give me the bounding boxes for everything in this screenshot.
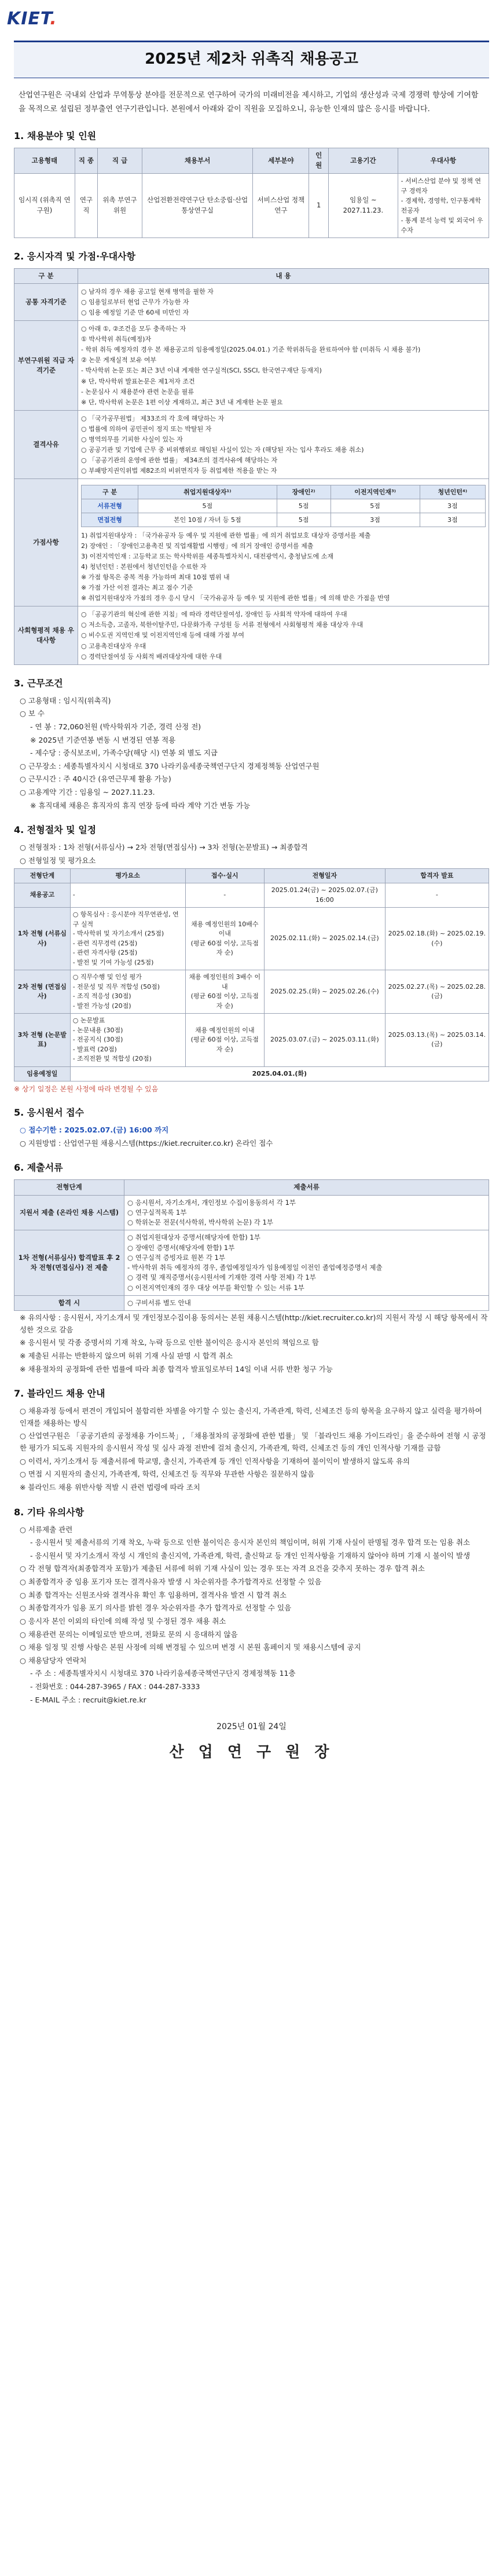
- table-cell: -: [70, 883, 185, 908]
- table-header: 청년인턴⁴⁾: [420, 485, 485, 499]
- table-cell: 1차 전형(서류심사) 합격발표 후 2차 전형(면접심사) 전 제출: [14, 1230, 124, 1296]
- table-cell: 산업전환전략연구단 탄소중립·산업통상연구실: [142, 173, 253, 237]
- list-item: ○ 고용계약 기간 : 임용일 ~ 2027.11.23.: [20, 788, 155, 796]
- table-header: 합격자 발표: [385, 868, 489, 883]
- section-application: [14, 1106, 489, 1149]
- list-item: - 제수당 : 중식보조비, 가족수당(해당 시) 연봉 외 별도 지급: [30, 748, 218, 758]
- table-cell: 1차 전형 (서류심사): [14, 908, 71, 970]
- table-cell: 2025.03.07.(금) ~ 2025.03.11.(화): [265, 1014, 385, 1067]
- table-row: [14, 284, 489, 321]
- list-item: ○ 고용형태 : 임시직(위촉직): [20, 696, 111, 705]
- application-method[interactable]: ○ 지원방법 : 산업연구원 채용시스템(https://kiet.recruiter.co.kr) 온라인 접수: [20, 1138, 273, 1148]
- row-label: 부연구위원 직급 자격기준: [14, 321, 78, 410]
- list-item: - 논문심사 시 채용분야 관련 논문을 필류: [81, 388, 194, 396]
- table-cell: 임시직 (위촉직 연구원): [14, 173, 75, 237]
- list-item: ○ 산업연구원은 「공공기관의 공정채용 가이드북」, 「채용절차의 공정화에 관한 법률」 및 「블라인드 채용 가이드라인」을 준수하여 전형 시 공정한 평가가 되도록 지원자의 응시원서 작성 및 심사 과정 전반에 걸쳐 출신지, 가족관계, 학력, 신체조건 등의 개인 인적사항 기재를 금함: [20, 1431, 486, 1452]
- list-item: ○ 근무시간 : 주 40시간 (유연근무제 활용 가능): [20, 774, 171, 784]
- list-item: - 응시원서 및 제출서류의 기재 착오, 누락 등으로 인한 불이익은 응시자 본인의 책임이며, 허위 기재 사실이 판명될 경우 합격 또는 임용 취소: [30, 1538, 471, 1547]
- documents-notes: [14, 1312, 489, 1375]
- document: [14, 41, 489, 1764]
- list-item: ② 논문 게재실적 보유 여부: [81, 356, 157, 364]
- list-item: ○ 이력서, 자기소개서 등 제출서류에 학교명, 출신지, 가족관계 등 개인 인적사항을 기재하여 불이익이 발생하지 않도록 유의: [20, 1456, 410, 1466]
- table-cell: 2025.02.11.(화) ~ 2025.02.14.(금): [265, 908, 385, 970]
- section-title: 8. 기타 유의사항: [14, 1506, 85, 1518]
- table-cell: ○ 응시원서, 자기소개서, 개인정보 수집이용동의서 각 1부 ○ 연구실적목록 1부 ○ 학위논문 전문(석사학위, 박사학위 논문) 각 1부: [124, 1195, 489, 1230]
- note-item: ※ 응시원서 및 각종 증명서의 기재 착오, 누락 등으로 인한 불이익은 응시자 본인의 책임으로 함: [20, 1338, 319, 1347]
- list-item: ○ 채용 일정 및 진행 사항은 본원 사정에 의해 변경될 수 있으며 변경 시 본원 홈페이지 및 채용시스템에 공지: [20, 1643, 361, 1652]
- list-item: ※ 단, 박사학위 발표논문은 제1저자 조건: [81, 377, 195, 385]
- table-cell: 5점: [277, 499, 331, 513]
- table-row: [14, 478, 489, 606]
- table-cell: 임용예정일: [14, 1066, 71, 1081]
- list-item: ○ 경력단절여성 등 사회적 배려대상자에 대한 우대: [81, 652, 222, 660]
- table-header: 채용부서: [142, 148, 253, 174]
- blind-hiring-list: [14, 1405, 489, 1493]
- table-cell: 2025.01.24(금) ~ 2025.02.07.(금) 16:00: [265, 883, 385, 908]
- list-item: ○ 최종합격자 중 임용 포기자 또는 결격사유자 발생 시 차순위자를 추가합격자로 선정할 수 있음: [20, 1577, 322, 1586]
- list-item: ○ 부패방지권익위법 제82조의 비위면직자 등 취업제한 적용을 받는 자: [81, 466, 277, 474]
- list-item: ○ 비수도권 지역인재 및 이전지역인재 등에 대해 가점 부여: [81, 631, 244, 640]
- section-title: 2. 응시자격 및 가점·우대사항: [14, 250, 136, 262]
- table-cell: 2025.02.25.(화) ~ 2025.02.26.(수): [265, 970, 385, 1014]
- table-header: 고용형태: [14, 148, 75, 174]
- table-header: 직 급: [98, 148, 142, 174]
- row-content: [78, 478, 489, 606]
- table-row: [14, 321, 489, 410]
- table-cell: 채용 예정인원의 이내 (평균 60점 이상, 고득점자 순): [185, 1014, 265, 1067]
- list-item: ○ 면접 시 지원자의 출신지, 가족관계, 학력, 신체조건 등 직무와 무관한 사항은 질문하지 않음: [20, 1470, 315, 1479]
- list-item: ○ 임용일로부터 현업 근무가 가능한 자: [81, 298, 189, 306]
- other-notes-list: [14, 1524, 489, 1707]
- kiet-logo: KIET.: [7, 9, 57, 29]
- table-header: 세부분야: [253, 148, 309, 174]
- table-header: 전형단계: [14, 1180, 124, 1195]
- table-header: 제출서류: [124, 1180, 489, 1195]
- table-header: 구 분: [82, 485, 138, 499]
- note-item: ※ 채용절차의 공정화에 관한 법률에 따라 최종 합격자 발표일로부터 14일 이내 서류 반환 청구 가능: [20, 1364, 333, 1373]
- table-header: 전형단계: [14, 868, 71, 883]
- note-item: ※ 유의사항 : 응시원서, 자기소개서 및 개인정보수집이용 동의서는 본원 채용시스템(http://kiet.recruiter.co.kr)의 지원서 작성 시 해당 항목에서 작성한 것으로 갈음: [20, 1313, 488, 1334]
- table-cell: 임용일 ~ 2027.11.23.: [329, 173, 398, 237]
- section-working-conditions: [14, 677, 489, 812]
- table-cell: 면접전형: [82, 513, 138, 527]
- table-row: [14, 606, 489, 664]
- section-qualifications: [14, 250, 489, 665]
- table-cell: 5점: [277, 513, 331, 527]
- table-cell: 1: [309, 173, 329, 237]
- table-cell: 합격 시: [14, 1295, 124, 1310]
- list-item: ※ 2025년 기준연봉 변동 시 변경된 연봉 적용: [30, 735, 176, 744]
- application-deadline: ○ 접수기한 : 2025.02.07.(금) 16:00 까지: [20, 1126, 169, 1134]
- note-item: ※ 제출된 서류는 반환하지 않으며 허위 기재 사실 판명 시 합격 취소: [20, 1351, 233, 1360]
- schedule-table: [14, 868, 489, 1082]
- table-header: 인 원: [309, 148, 329, 174]
- bonus-points-table: [81, 485, 486, 527]
- list-item: ○ 채용담당자 연락처: [20, 1656, 87, 1665]
- list-item: ○ 응시자 본인 이외의 타인에 의해 작성 및 수정된 경우 채용 취소: [20, 1616, 226, 1625]
- list-item: ○ 「국가공무원법」 제33조의 각 호에 해당하는 자: [81, 414, 225, 422]
- documents-table: [14, 1179, 489, 1311]
- list-item: ※ 가점 항목은 중복 적용 가능하며 최대 10점 범위 내: [81, 573, 230, 582]
- list-item: ○ 채용과정 등에서 편견이 개입되어 불합리한 차별을 야기할 수 있는 출신지, 가족관계, 학력, 신체조건 등의 항목을 요구하지 않고 실력을 평가하여 인재를 채용하는 방식: [20, 1406, 482, 1427]
- table-cell: 연구직: [75, 173, 97, 237]
- list-item: ○ 고용촉진대상자 우대: [81, 642, 146, 650]
- list-item: - 주 소 : 세종특별자치시 시청대로 370 나라키움세종국책연구단지 경제정책동 11층: [30, 1669, 296, 1678]
- table-cell: 2025.04.01.(화): [70, 1066, 489, 1081]
- table-header: 전형일자: [265, 868, 385, 883]
- table-cell: 서류전형: [82, 499, 138, 513]
- table-row: [14, 1014, 489, 1067]
- section-title: 7. 블라인드 채용 안내: [14, 1388, 105, 1400]
- section-recruitment-field: [14, 129, 489, 238]
- section-title: 3. 근무조건: [14, 677, 63, 689]
- section-title: 4. 전형절차 및 일정: [14, 824, 97, 836]
- table-cell: 본인 10점 / 자녀 등 5점: [138, 513, 277, 527]
- table-cell: 채용 예정인원의 3배수 이내 (평균 60점 이상, 고득점자 순): [185, 970, 265, 1014]
- row-content: [78, 321, 489, 410]
- table-row: [14, 970, 489, 1014]
- list-item: ○ 「공공기관의 운영에 관한 법률」 제34조의 결격사유에 해당하는 자: [81, 456, 278, 464]
- table-cell: ○ 직무수행 및 인성 평가 - 전문성 및 직무 적합성 (50점) - 조직 적응성 (30점) - 발전 가능성 (20점): [70, 970, 185, 1014]
- announcement-date: 2025년 01월 24일: [216, 1722, 287, 1732]
- signature: 산 업 연 구 원 장: [169, 1744, 334, 1762]
- table-header: 고용기간: [329, 148, 398, 174]
- table-header: 직 종: [75, 148, 97, 174]
- list-item: ○ 보 수: [20, 709, 45, 718]
- table-cell: 5점: [331, 499, 420, 513]
- list-item: ○ 남자의 경우 채용 공고일 현재 병역을 필한 자: [81, 288, 214, 296]
- row-label: 공통 자격기준: [14, 284, 78, 321]
- table-header: 우대사항: [398, 148, 489, 174]
- table-header: 장애인²⁾: [277, 485, 331, 499]
- intro-paragraph: 산업연구원은 국내외 산업과 무역통상 분야를 전문적으로 연구하여 국가의 미래비전을 제시하고, 기업의 생산성과 국제 경쟁력 향상에 기여함을 목적으로 설립된 정부출연 연구기관입니다. 본원에서 아래와 같이 직원을 모집하오니, 유능한 인재의 많은 응시를 바랍니다.: [19, 91, 479, 114]
- title-banner: [14, 41, 489, 78]
- table-cell: -: [385, 883, 489, 908]
- table-row: [14, 410, 489, 478]
- table-header: 이전지역인재³⁾: [331, 485, 420, 499]
- list-item: ○ 아래 ①, ②조건을 모두 충족하는 자: [81, 325, 186, 333]
- schedule-note: ※ 상기 일정은 본원 사정에 따라 변경될 수 있음: [14, 1085, 159, 1093]
- section-documents: [14, 1161, 489, 1375]
- row-content: [78, 410, 489, 478]
- table-cell: 채용 예정인원의 10배수 이내 (평균 60점 이상, 고득점자 순): [185, 908, 265, 970]
- section-other-notes: [14, 1506, 489, 1707]
- section-blind-hiring: [14, 1387, 489, 1493]
- list-item: 2) 장애인 : 「장애인고용촉진 및 직업재활법 시행령」에 의거 장애인 증명서를 제출: [81, 542, 314, 550]
- list-item: - 학위 취득 예정자의 경우 본 채용공고의 임용예정일(2025.04.01.) 기준 학위취득을 완료하여야 함 (미취득 시 채용 불가): [81, 346, 421, 354]
- process-flow: ○ 전형절차 : 1차 전형(서류심사) → 2차 전형(면접심사) → 3차 전형(논문발표) → 최종합격: [20, 843, 308, 852]
- table-cell: 서비스산업 정책 연구: [253, 173, 309, 237]
- table-cell: ○ 취업지원대상자 증명서(해당자에 한함) 1부 ○ 장애인 증명서(해당자에 한함) 1부 ○ 연구실적 증빙자료 원본 각 1부 - 박사학위 취득 예정자의 경우, 졸업예정일자가 임용예정일 이전인 졸업예정증명서 제출 ○ 경력 및 재직증명서(응시원서에 기재한 경력 사항 전체) 각 1부 ○ 이전지역인재의 경우 대상 여부를 확인할 수 있는 서류 1부: [124, 1230, 489, 1296]
- list-item: ※ 단, 박사학위 논문은 1편 이상 게재하고, 최근 3년 내 게재한 논문 필요: [81, 398, 283, 406]
- table-cell: 3차 전형 (논문발표): [14, 1014, 71, 1067]
- document-title: 2025년 제2차 위촉직 채용공고: [145, 50, 358, 68]
- list-item: - 응시원서 및 자기소개서 작성 시 개인의 출신지역, 가족관계, 학력, 출신학교 등 개인 인적사항을 기재하지 않아야 하며 기재 시 불이익 발생: [30, 1551, 471, 1560]
- section-title: 5. 응시원서 접수: [14, 1107, 85, 1118]
- list-item: ○ 각 전형 합격자(최종합격자 포함)가 제출된 서류에 허위 기재 사실이 있는 경우 또는 자격 요건을 갖추지 못하는 경우 합격 취소: [20, 1564, 425, 1573]
- list-item: ○ 「공공기관의 혁신에 관한 지침」에 따라 경력단절여성, 장애인 등 사회적 약자에 대하여 우대: [81, 611, 347, 619]
- table-cell: 2025.02.27.(목) ~ 2025.02.28.(금): [385, 970, 489, 1014]
- table-cell: 3점: [420, 513, 485, 527]
- table-row: [14, 1066, 489, 1081]
- list-item: ※ 휴직대체 채용은 휴직자의 휴직 연장 등에 따라 계약 기간 변동 가능: [30, 801, 251, 810]
- schedule-heading: ○ 전형일정 및 평가요소: [20, 856, 96, 865]
- table-cell: ○ 논문발표 - 논문내용 (30점) - 전공지식 (30점) - 발표력 (20점) - 조직전환 및 적합성 (20점): [70, 1014, 185, 1067]
- list-item: 3) 이전지역인재 : 고등학교 또는 학사학위를 세종특별자치시, 대전광역시, 충청남도에 소재: [81, 553, 333, 561]
- table-row: [14, 883, 489, 908]
- list-item: ○ 최종합격자가 임용 포기 의사를 밝힌 경우 차순위자를 추가 합격자로 선정할 수 있음: [20, 1603, 292, 1613]
- table-cell: 3점: [420, 499, 485, 513]
- table-cell: 채용공고: [14, 883, 71, 908]
- list-item: ○ 최종 합격자는 신원조사와 결격사유 확인 후 임용하며, 결격사유 발견 시 합격 취소: [20, 1590, 287, 1599]
- list-item: ※ 취업지원대상자 가점의 경우 응시 당시 「국가유공자 등 예우 및 지원에 관한 법률」에 의해 받은 가점을 반영: [81, 594, 390, 602]
- table-cell: 위촉 부연구위원: [98, 173, 142, 237]
- section-title: 6. 제출서류: [14, 1162, 63, 1174]
- list-item: ○ 채용관련 문의는 이메일로만 받으며, 전화로 문의 시 응대하지 않음: [20, 1629, 238, 1639]
- table-cell: -: [185, 883, 265, 908]
- table-cell: 3점: [331, 513, 420, 527]
- list-item: - 박사학위 논문 또는 최근 3년 이내 게재한 연구실적(SCI, SSCI, 한국연구재단 등재지): [81, 367, 322, 375]
- list-item: - 연 봉 : 72,060천원 (박사학위자 기준, 경력 산정 전): [30, 722, 201, 731]
- section-selection-process: [14, 823, 489, 1094]
- list-item: ○ 공공기관 및 기업에 근무 중 비위행위로 해임된 사실이 있는 자 (해당된 자는 입사 후라도 채용 취소): [81, 445, 364, 454]
- table-header: 접수·실시: [185, 868, 265, 883]
- table-cell: 지원서 제출 (온라인 채용 시스템): [14, 1195, 124, 1230]
- table-header: 내 용: [78, 268, 489, 283]
- conditions-list: [14, 695, 489, 812]
- list-item: 4) 청년인턴 : 본원에서 청년인턴을 수료한 자: [81, 563, 207, 571]
- table-cell: 2차 전형 (면접심사): [14, 970, 71, 1014]
- row-label: 결격사유: [14, 410, 78, 478]
- table-cell: 2025.03.13.(목) ~ 2025.03.14.(금): [385, 1014, 489, 1067]
- list-item: - 전화번호 : 044-287-3965 / FAX : 044-287-3333: [30, 1682, 200, 1691]
- list-item: ○ 서류제출 관련: [20, 1525, 73, 1534]
- list-item: ※ 가점 가산 이전 결과는 최고 점수 기준: [81, 584, 193, 592]
- row-content: [78, 284, 489, 321]
- recruitment-table: [14, 148, 489, 238]
- table-header: 평가요소: [70, 868, 185, 883]
- list-item: ① 박사학위 취득(예정)자: [81, 335, 152, 344]
- list-item: ○ 저소득층, 고졸자, 북한이탈주민, 다문화가족 구성원 등 서류 전형에서 사회형평적 채용 대상자 우대: [81, 621, 364, 629]
- row-content: [78, 606, 489, 664]
- list-item: ○ 법률에 의하여 공민권이 정지 또는 박탈된 자: [81, 425, 212, 433]
- table-cell: 2025.02.18.(화) ~ 2025.02.19.(수): [385, 908, 489, 970]
- table-cell: ○ 항목심사 : 응시분야 직무연관성, 연구 실적 - 박사학위 및 자기소개서 (25점) - 관련 직무경력 (25점) - 관련 자격사항 (25점) - 발전 및 기여 가능성 (25점): [70, 908, 185, 970]
- section-title: 1. 채용분야 및 인원: [14, 130, 97, 142]
- list-item: 1) 취업지원대상자 : 「국가유공자 등 예우 및 지원에 관한 법률」에 의거 취업보호 대상자 증명서를 제출: [81, 532, 371, 540]
- list-item: ○ 병역의무를 기피한 사실이 있는 자: [81, 435, 183, 443]
- table-cell: ○ 구비서류 별도 안내: [124, 1295, 489, 1310]
- table-header: 취업지원대상자¹⁾: [138, 485, 277, 499]
- table-cell: - 서비스산업 분야 및 정책 연구 경력자 - 경제학, 경영학, 인구통계학 전공자 - 통계 분석 능력 및 외국어 우수자: [398, 173, 489, 237]
- qualifications-table: [14, 268, 489, 665]
- table-cell: 5점: [138, 499, 277, 513]
- table-header: 구 분: [14, 268, 78, 283]
- list-item: ※ 블라인드 채용 위반사항 적발 시 관련 법령에 따라 조치: [20, 1482, 200, 1492]
- list-item: ○ 임용 예정일 기준 만 60세 미만인 자: [81, 309, 189, 317]
- row-label: 사회형평적 채용 우대사항: [14, 606, 78, 664]
- table-row: [14, 908, 489, 970]
- list-item: - E-MAIL 주소 : recruit@kiet.re.kr: [30, 1695, 146, 1704]
- row-label: 가점사항: [14, 478, 78, 606]
- list-item: ○ 근무장소 : 세종특별자치시 시청대로 370 나라키움세종국책연구단지 경제정책동 산업연구원: [20, 761, 320, 770]
